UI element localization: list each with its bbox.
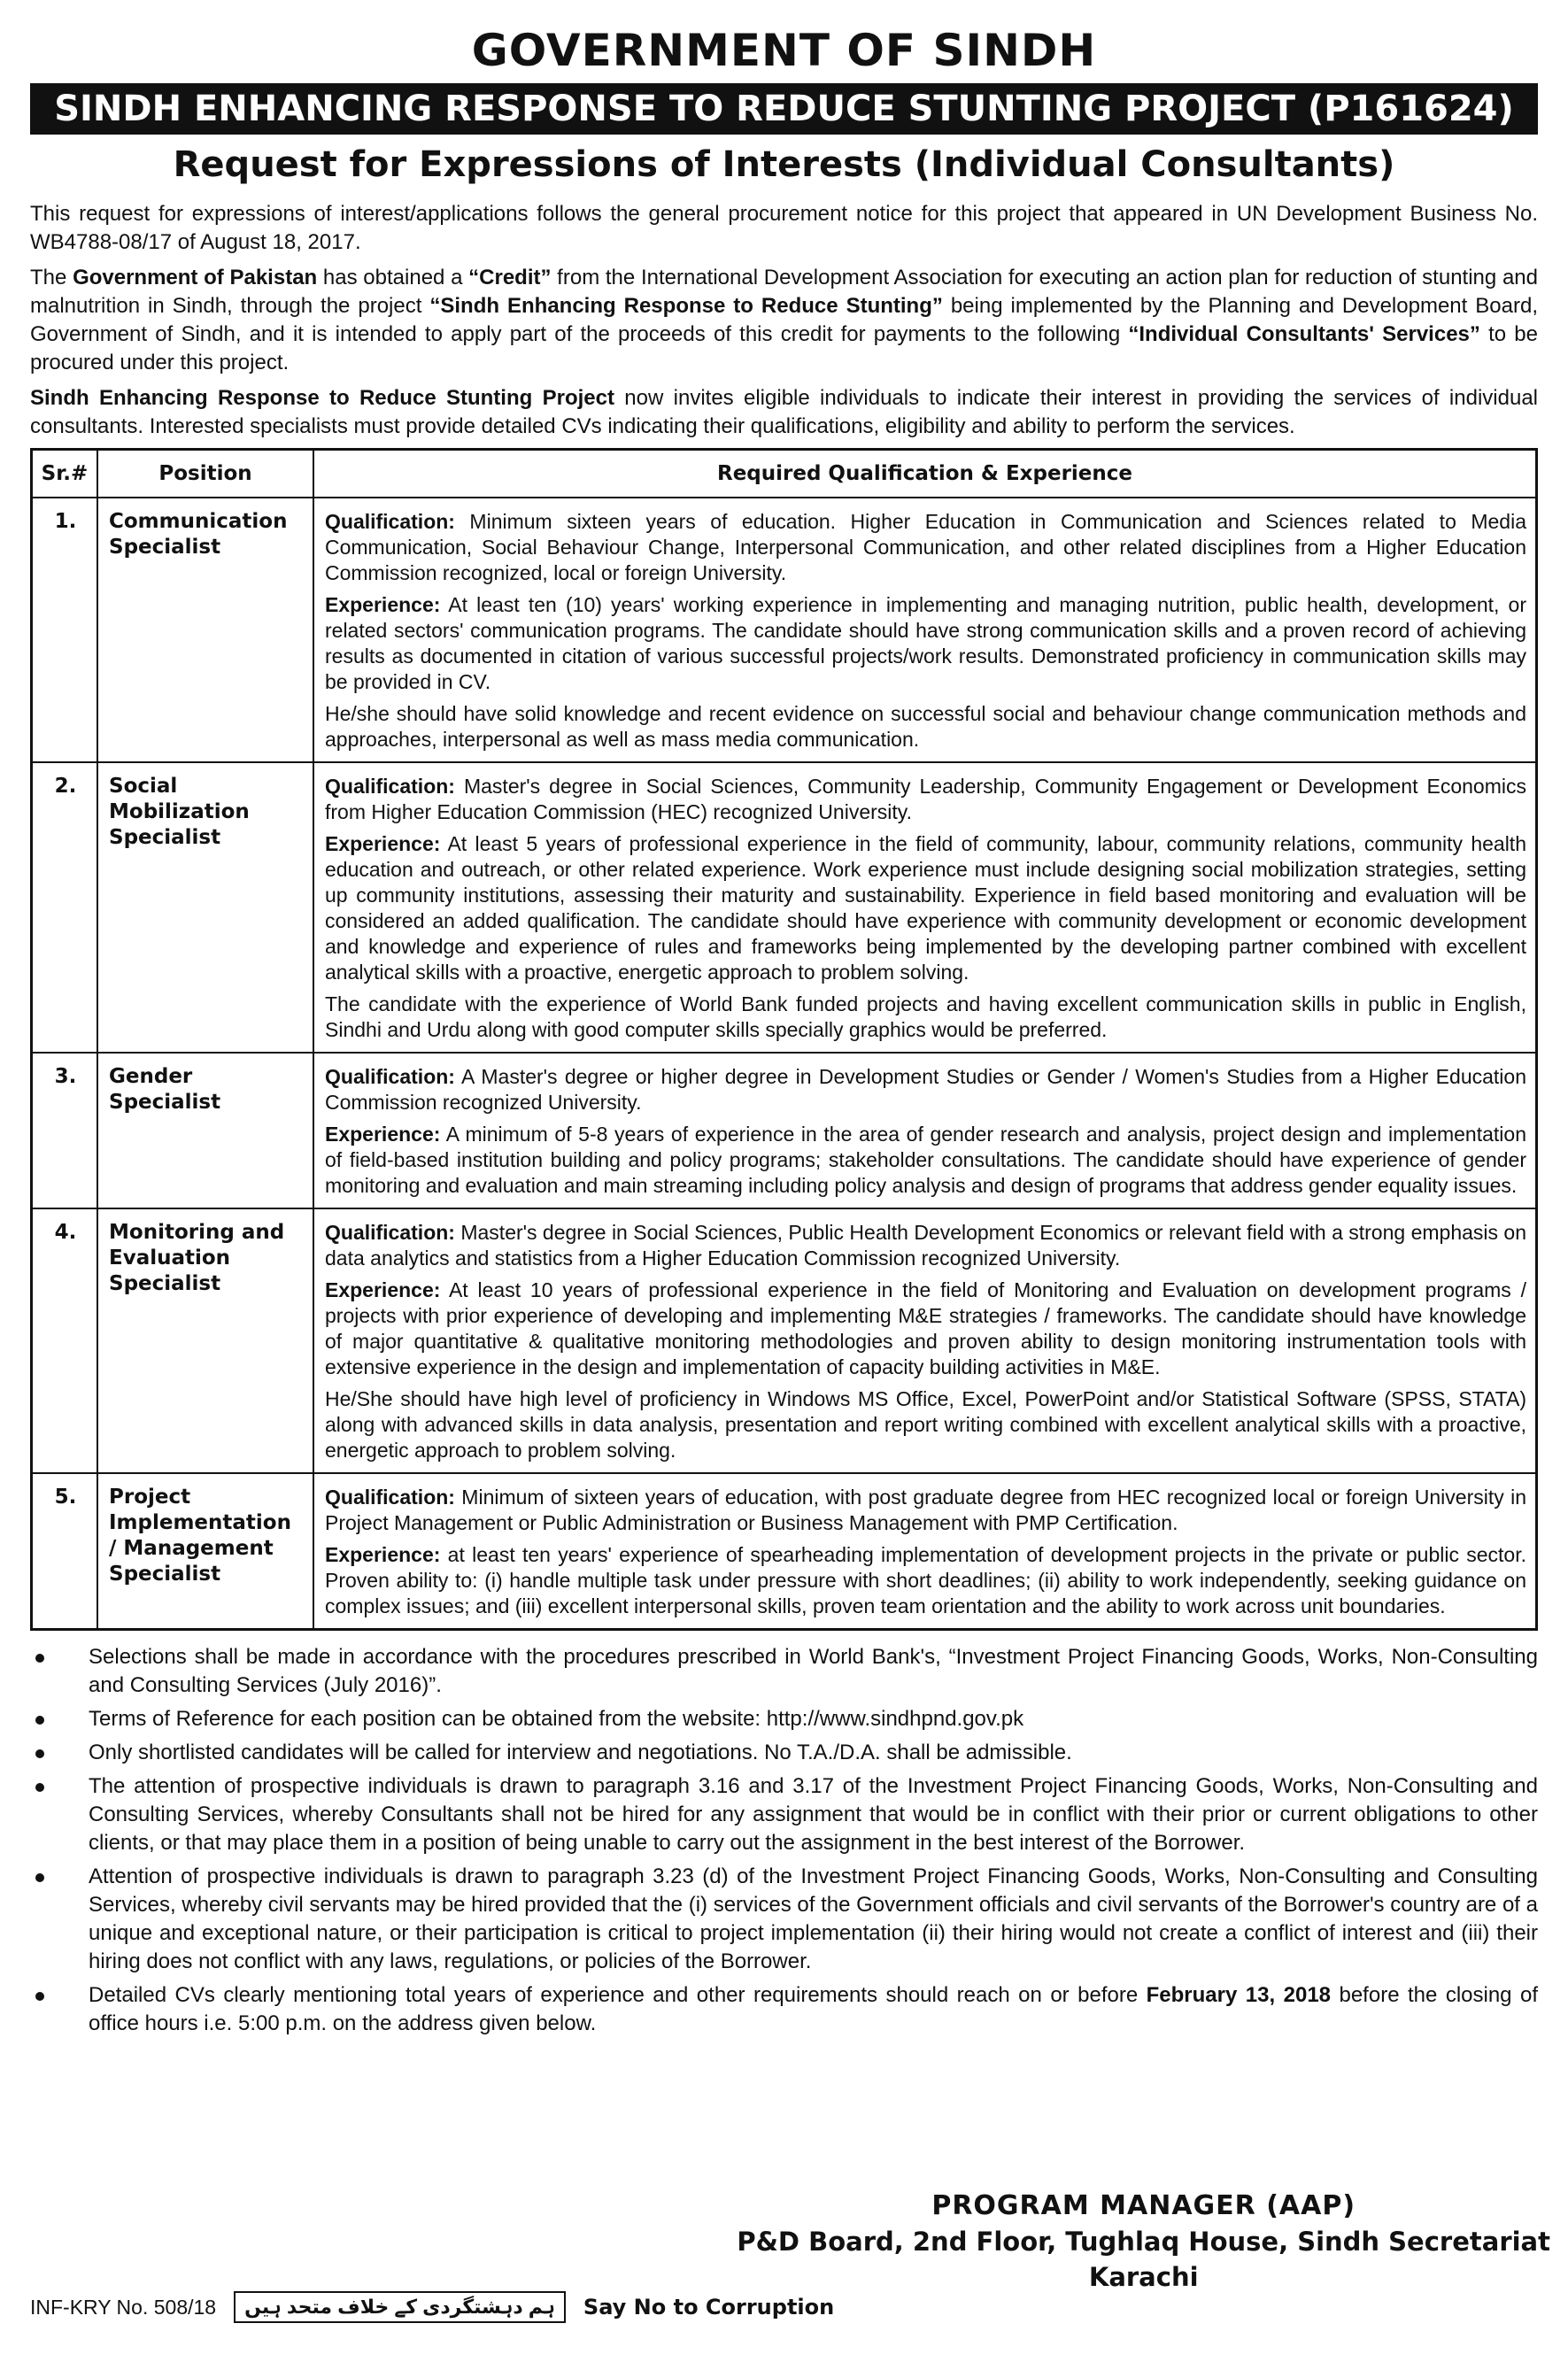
signature-block (737, 2188, 1550, 2295)
row-requirements (313, 1053, 1537, 1208)
bullet-icon (35, 1716, 44, 1725)
experience-text: Experience: A minimum of 5-8 years of experience in the area of gender research and analysis, project design and implementation of field-based institution building and policy programs; stakeholder consultations. The candidate should have experience of gender monitoring and evaluation and main streaming including policy analysis and design of programs that address gender equality issues. (325, 1123, 1526, 1197)
project-banner: SINDH ENHANCING RESPONSE TO REDUCE STUNTING PROJECT (P161624) (30, 83, 1538, 135)
row-requirements (313, 762, 1537, 1053)
bullet-icon (35, 1783, 44, 1792)
footer (30, 2291, 834, 2323)
bullet-icon (35, 1749, 44, 1758)
qualification-text: Qualification: A Master's degree or higher degree in Development Studies or Gender / Women's Studies from a Higher Education Commission recognized University. (325, 1065, 1526, 1114)
row-position: Social Mobilization Specialist (97, 762, 313, 1053)
col-header-position: Position (97, 450, 313, 498)
government-title: GOVERNMENT OF SINDH (471, 25, 1097, 76)
row-serial: 4. (32, 1208, 98, 1473)
row-serial: 3. (32, 1053, 98, 1208)
intro-paragraph-1: This request for expressions of interest/applications follows the general procurement notice for this project that appeared in UN Development Business No. WB4788-08/17 of August 18, 2017. (30, 202, 1538, 254)
signature-address: P&D Board, 2nd Floor, Tughlaq House, Sindh Secretariat (737, 2227, 1550, 2257)
row-position: Communication Specialist (97, 498, 313, 762)
note-item: Terms of Reference for each position can be obtained from the website: http://www.sindhpnd.gov.pk (30, 1705, 1538, 1733)
signature-city: Karachi (1088, 2262, 1199, 2292)
col-header-required: Required Qualification & Experience (313, 450, 1537, 498)
row-position: Gender Specialist (97, 1053, 313, 1208)
additional-text: The candidate with the experience of World Bank funded projects and having excellent communication skills in public in English, Sindhi and Urdu along with good computer skills specially graphics would be preferred. (325, 992, 1526, 1041)
row-serial: 1. (32, 498, 98, 762)
request-title: Request for Expressions of Interests (Individual Consultants) (173, 144, 1395, 185)
row-requirements (313, 498, 1537, 762)
intro-paragraph-2: The Government of Pakistan has obtained a “Credit” from the International Development Association for executing an action plan for reduction of stunting and malnutrition in Sindh, through the project “Sindh Enhancing Response to Reduce Stunting” being implemented by the Planning and Development Board, Government of Sindh, and it is intended to apply part of the proceeds of this credit for payments to the following “Individual Consultants' Services” to be procured under this project. (30, 266, 1539, 374)
corruption-slogan: Say No to Corruption (583, 2295, 835, 2320)
table-header-row (32, 450, 1537, 498)
additional-text: He/She should have high level of proficiency in Windows MS Office, Excel, PowerPoint and/or Statistical Software (SPSS, STATA) along with advanced skills in data analysis, presentation and report writing combined with excellent analytical skills with a proactive, energetic approach to problem solving. (325, 1387, 1526, 1462)
note-item: Selections shall be made in accordance with the procedures prescribed in World Bank's, “Investment Project Financing Goods, Works, Non-Consulting and Consulting Services (July 2016)”. (30, 1643, 1538, 1700)
inf-number: INF-KRY No. 508/18 (30, 2295, 217, 2319)
table-row (32, 498, 1537, 762)
signature-title: PROGRAM MANAGER (AAP) (931, 2190, 1356, 2221)
table-row (32, 1473, 1537, 1630)
urdu-slogan: ہم دہشتگردی کے خلاف متحد ہیں (234, 2291, 566, 2323)
col-header-sr: Sr.# (32, 450, 98, 498)
qualification-text: Qualification: Master's degree in Social Sciences, Public Health Development Economics or relevant field with a strong emphasis on data analytics and statistics from a Higher Education Commission recognized University. (325, 1221, 1526, 1270)
experience-text: Experience: At least 10 years of professional experience in the field of Monitoring and Evaluation on development programs / projects with prior experience of developing and implementing M&E strategies / frameworks. The candidate should have knowledge of major quantitative & qualitative monitoring methodologies and proven ability to design monitoring instrumentation tools with extensive experience in the design and implementation of capacity building activities in M&E. (325, 1278, 1526, 1378)
table-row (32, 1208, 1537, 1473)
note-item: Attention of prospective individuals is drawn to paragraph 3.23 (d) of the Investment Project Financing Goods, Works, Non-Consulting and Consulting Services, whereby civil servants may be hired provided that the (i) services of the Government officials and civil servants of the Borrower's country are of a unique and exceptional nature, or their participation is critical to project implementation (ii) their hiring would not create a conflict of interest and (iii) their hiring does not conflict with any laws, regulations, or policies of the Borrower. (30, 1863, 1538, 1976)
bullet-icon (35, 1992, 44, 2001)
bullet-icon (35, 1873, 44, 1882)
row-serial: 2. (32, 762, 98, 1053)
table-row (32, 1053, 1537, 1208)
table-row (32, 762, 1537, 1053)
experience-text: Experience: At least ten (10) years' working experience in implementing and managing nutrition, public health, development, or related sectors' communication programs. The candidate should have strong communication skills and a proven record of achieving results as documented in citation of various successful projects/work results. Demonstrated proficiency in communication skills may be provided in CV. (325, 593, 1526, 693)
experience-text: Experience: at least ten years' experience of spearheading implementation of development projects in the private or public sector. Proven ability to: (i) handle multiple task under pressure with short deadlines; (ii) ability to work independently, seeking guidance on complex issues; and (iii) excellent interpersonal skills, proven team orientation and the ability to work across unit boundaries. (325, 1543, 1526, 1617)
row-requirements (313, 1473, 1537, 1630)
additional-text: He/she should have solid knowledge and recent evidence on successful social and behaviour change communication methods and approaches, interpersonal as well as mass media communication. (325, 702, 1526, 751)
experience-text: Experience: At least 5 years of professional experience in the field of community, labour, community relations, community health education and outreach, or other related experience. Work experience must include designing social mobilization strategies, setting up community institutions, assessing their maturity and sustainability. Experience in field based monitoring and evaluation will be considered an added qualification. The candidate should have experience with community development or economic development and knowledge and experience of rules and frameworks being implemented by the developing partner combined with excellent analytical skills with a proactive, energetic approach to problem solving. (325, 832, 1526, 984)
row-position: Monitoring and Evaluation Specialist (97, 1208, 313, 1473)
note-item-deadline: Detailed CVs clearly mentioning total years of experience and other requirements should reach on or before February 13, 2018 before the closing of office hours i.e. 5:00 p.m. on the address given below. (30, 1981, 1538, 2038)
qualification-text: Qualification: Minimum of sixteen years of education, with post graduate degree from HEC recognized local or foreign University in Project Management or Public Administration or Business Management with PMP Certification. (325, 1486, 1526, 1534)
intro-paragraph-3: Sindh Enhancing Response to Reduce Stunting Project now invites eligible individuals to indicate their interest in providing the services of individual consultants. Interested specialists must provide detailed CVs indicating their qualifications, eligibility and ability to perform the services. (30, 386, 1538, 438)
note-item: Only shortlisted candidates will be called for interview and negotiations. No T.A./D.A. shall be admissible. (30, 1739, 1538, 1767)
positions-table (30, 448, 1538, 1631)
bullet-icon (35, 1654, 44, 1663)
notes-list (30, 1643, 1538, 2038)
note-item: The attention of prospective individuals is drawn to paragraph 3.16 and 3.17 of the Investment Project Financing Goods, Works, Non-Consulting and Consulting Services, whereby Consultants shall not be hired for any assignment that would be in conflict with their prior or current obligations to other clients, or that may place them in a position of being unable to carry out the assignment in the best interest of the Borrower. (30, 1772, 1538, 1857)
row-position: Project Implementation / Management Specialist (97, 1473, 313, 1630)
row-serial: 5. (32, 1473, 98, 1630)
row-requirements (313, 1208, 1537, 1473)
qualification-text: Qualification: Master's degree in Social Sciences, Community Leadership, Community Engagement or Development Economics from Higher Education Commission (HEC) recognized University. (325, 775, 1526, 823)
advertisement-page (30, 25, 1538, 2043)
qualification-text: Qualification: Minimum sixteen years of education. Higher Education in Communication and Sciences related to Media Communication, Social Behaviour Change, Interpersonal Communication, and other related disciplines from a Higher Education Commission recognized, local or foreign University. (325, 510, 1526, 584)
